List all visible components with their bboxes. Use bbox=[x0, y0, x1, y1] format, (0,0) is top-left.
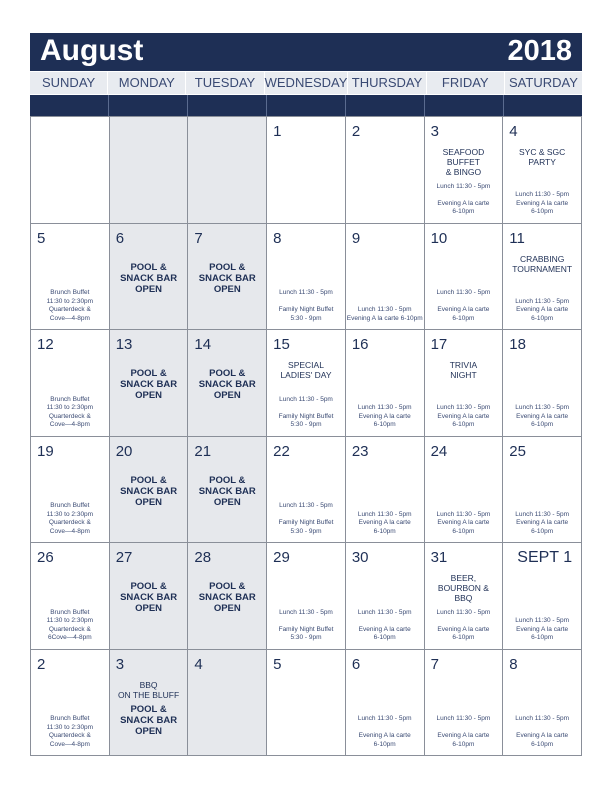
day-number: 11 bbox=[509, 229, 525, 247]
year-title: 2018 bbox=[507, 35, 572, 67]
calendar-day-cell bbox=[31, 650, 110, 757]
day-number: 12 bbox=[37, 336, 54, 353]
day-number: 9 bbox=[351, 229, 361, 247]
hours-note: Lunch 11:30 - 5pm Evening A la carte 6-10pm bbox=[436, 404, 491, 428]
calendar-day-cell bbox=[503, 224, 582, 331]
calendar-day-cell bbox=[425, 650, 504, 757]
calendar-day-cell bbox=[110, 543, 189, 650]
hours-note: Lunch 11:30 - 5pm Evening A la carte 6-10pm bbox=[436, 510, 491, 535]
calendar-day-cell bbox=[188, 117, 267, 224]
hours-note: Lunch 11:30 - 5pm Family Night Buffet 5:30 - 9pm bbox=[278, 608, 334, 641]
hours-note: Lunch 11:30 - 5pm Evening A la carte 6-10pm bbox=[346, 306, 423, 322]
event-title: TRIVIA NIGHT bbox=[449, 360, 478, 380]
pool-open-note: POOL & SNACK BAR OPEN bbox=[198, 474, 256, 508]
event-title: SPECIAL LADIES' DAY bbox=[280, 360, 332, 380]
calendar-day-cell bbox=[188, 330, 267, 437]
calendar-day-cell bbox=[346, 224, 425, 331]
day-number: 2 bbox=[37, 655, 46, 673]
day-number: 10 bbox=[430, 229, 448, 247]
calendar-day-cell bbox=[503, 543, 582, 650]
day-number: 16 bbox=[351, 336, 369, 353]
day-number: 29 bbox=[273, 549, 290, 566]
calendar-day-cell bbox=[110, 117, 189, 224]
hours-note: Brunch Buffet 11:30 to 2:30pm Quarterdeck & Cove—4-8pm bbox=[46, 715, 94, 748]
day-number: 25 bbox=[509, 442, 526, 460]
hours-note: Lunch 11:30 - 5pm Family Night Buffet 5:30 - 9pm bbox=[278, 289, 334, 322]
hours-note: Lunch 11:30 - 5pm Family Night Buffet 5:30 - 9pm bbox=[278, 395, 334, 428]
day-number: 20 bbox=[115, 442, 133, 460]
hours-note: Lunch 11:30 - 5pm Evening A la carte 6-10pm bbox=[436, 608, 491, 641]
day-number: 5 bbox=[273, 655, 282, 673]
weekday-label: SUNDAY bbox=[41, 75, 96, 90]
calendar-day-cell bbox=[31, 437, 110, 544]
hours-note: Lunch 11:30 - 5pm Evening A la carte 6-10pm bbox=[515, 715, 569, 748]
calendar-day-cell bbox=[188, 543, 267, 650]
month-banner bbox=[30, 33, 582, 71]
day-number: 8 bbox=[509, 655, 518, 673]
calendar-day-cell bbox=[267, 437, 346, 544]
hours-note: Brunch Buffet 11:30 to 2:30pm Quarterdeck & Cove—4-8pm bbox=[46, 395, 94, 428]
calendar-day-cell bbox=[31, 224, 110, 331]
calendar-day-cell bbox=[425, 330, 504, 437]
pool-open-note: POOL & SNACK BAR OPEN bbox=[198, 368, 256, 401]
hours-note: Brunch Buffet 11:30 to 2:30pm Quarterdeck & Cove—4-8pm bbox=[46, 289, 94, 322]
day-number: SEPT 1 bbox=[517, 549, 573, 566]
calendar-day-cell bbox=[425, 224, 504, 331]
day-number: 6 bbox=[115, 229, 125, 247]
day-number: 2 bbox=[351, 123, 361, 140]
pool-open-note: POOL & SNACK BAR OPEN bbox=[120, 261, 178, 295]
day-number: 26 bbox=[37, 549, 54, 566]
event-title: BEER, BOURBON & BBQ bbox=[437, 573, 489, 603]
pool-open-note: POOL & SNACK BAR OPEN bbox=[198, 581, 256, 614]
hours-note: Lunch 11:30 - 5pm Evening A la carte 6-10pm bbox=[436, 715, 491, 748]
day-number: 15 bbox=[273, 336, 290, 353]
day-number: 4 bbox=[509, 123, 518, 140]
weekday-header-row bbox=[30, 72, 582, 94]
pool-open-note: POOL & SNACK BAR OPEN bbox=[120, 368, 178, 401]
calendar-day-cell bbox=[267, 650, 346, 757]
calendar-day-cell bbox=[110, 224, 189, 331]
hours-note: Lunch 11:30 - 5pm Evening A la carte 6-10pm bbox=[515, 617, 569, 641]
day-number: 31 bbox=[430, 549, 448, 566]
calendar-day-cell bbox=[503, 650, 582, 757]
hours-note: Lunch 11:30 - 5pm Evening A la carte 6-10pm bbox=[515, 297, 569, 322]
day-number: 13 bbox=[115, 336, 133, 353]
event-title: SEAFOOD BUFFET & BINGO bbox=[442, 147, 485, 177]
day-number: 1 bbox=[273, 123, 282, 140]
day-number: 23 bbox=[351, 442, 369, 460]
pool-open-note: POOL & SNACK BAR OPEN bbox=[120, 581, 178, 614]
event-title: BBQ ON THE BLUFF bbox=[117, 679, 180, 700]
calendar-day-cell bbox=[346, 543, 425, 650]
calendar-day-cell bbox=[267, 543, 346, 650]
day-number: 5 bbox=[37, 229, 46, 247]
calendar-day-cell bbox=[425, 117, 504, 224]
calendar-grid bbox=[30, 116, 582, 756]
day-number: 3 bbox=[115, 655, 125, 673]
calendar-day-cell bbox=[267, 330, 346, 437]
day-number: 8 bbox=[273, 229, 282, 247]
event-title: CRABBING TOURNAMENT bbox=[512, 253, 573, 274]
calendar-day-cell bbox=[188, 224, 267, 331]
hours-note: Lunch 11:30 - 5pm Family Night Buffet 5:30 - 9pm bbox=[278, 502, 334, 535]
hours-note: Lunch 11:30 - 5pm Evening A la carte 6-10pm bbox=[357, 404, 412, 428]
pool-open-note: POOL & SNACK BAR OPEN bbox=[120, 474, 178, 508]
hours-note: Brunch Buffet 11:30 to 2:30pm Quarterdeck & Cove—4-8pm bbox=[46, 502, 94, 535]
hours-note: Lunch 11:30 - 5pm Evening A la carte 6-10pm bbox=[515, 404, 569, 428]
day-number: 7 bbox=[194, 229, 203, 247]
day-number: 27 bbox=[115, 549, 133, 566]
day-number: 3 bbox=[430, 123, 439, 140]
weekday-label: THURSDAY bbox=[347, 72, 425, 94]
day-number: 18 bbox=[509, 336, 526, 353]
hours-note: Lunch 11:30 - 5pm Evening A la carte 6-10pm bbox=[357, 510, 412, 535]
day-number: 21 bbox=[194, 442, 212, 460]
calendar-day-cell bbox=[110, 437, 189, 544]
weekday-label: SATURDAY bbox=[504, 72, 582, 94]
day-number: 4 bbox=[194, 655, 203, 673]
calendar-day-cell bbox=[31, 117, 110, 224]
weekday-label: WEDNESDAY bbox=[264, 72, 348, 94]
hours-note: Lunch 11:30 - 5pm Evening A la carte 6-10pm bbox=[515, 191, 569, 215]
calendar-day-cell bbox=[110, 650, 189, 757]
calendar-day-cell bbox=[503, 330, 582, 437]
hours-note: Lunch 11:30 - 5pm Evening A la carte 6-10pm bbox=[357, 715, 412, 748]
day-number: 6 bbox=[351, 655, 361, 673]
calendar-day-cell bbox=[267, 224, 346, 331]
day-number: 17 bbox=[430, 336, 448, 353]
weekday-label: FRIDAY bbox=[426, 72, 504, 94]
event-title: SYC & SGC PARTY bbox=[518, 147, 566, 167]
hours-note: Lunch 11:30 - 5pm Evening A la carte 6-10pm bbox=[436, 289, 491, 322]
calendar-day-cell bbox=[267, 117, 346, 224]
day-number: 22 bbox=[273, 442, 290, 460]
day-number: 7 bbox=[430, 655, 439, 673]
calendar-day-cell bbox=[31, 330, 110, 437]
calendar-day-cell bbox=[346, 117, 425, 224]
hours-note: Lunch 11:30 - 5pm Evening A la carte 6-10pm bbox=[436, 182, 491, 215]
hours-note: Lunch 11:30 - 5pm Evening A la carte 6-10pm bbox=[515, 510, 569, 535]
weekday-label: TUESDAY bbox=[185, 72, 263, 94]
calendar-day-cell bbox=[188, 437, 267, 544]
calendar-day-cell bbox=[425, 437, 504, 544]
month-title: August bbox=[40, 34, 144, 67]
day-number: 19 bbox=[37, 442, 54, 460]
hours-note: Lunch 11:30 - 5pm Evening A la carte 6-10pm bbox=[357, 608, 412, 641]
hours-note: Brunch Buffet 11:30 to 2:30pm Quarterdeck & 6Cove—4-8pm bbox=[46, 608, 94, 641]
weekday-label: MONDAY bbox=[107, 72, 185, 94]
day-number: 14 bbox=[194, 336, 212, 353]
calendar-day-cell bbox=[346, 437, 425, 544]
calendar-day-cell bbox=[346, 650, 425, 757]
calendar-day-cell bbox=[346, 330, 425, 437]
calendar-day-cell bbox=[503, 117, 582, 224]
day-number: 30 bbox=[351, 549, 369, 566]
pool-open-note: POOL & SNACK BAR OPEN bbox=[198, 261, 256, 295]
day-number: 24 bbox=[430, 442, 448, 460]
calendar-day-cell bbox=[31, 543, 110, 650]
day-number: 28 bbox=[194, 549, 212, 566]
calendar-day-cell bbox=[425, 543, 504, 650]
calendar-day-cell bbox=[110, 330, 189, 437]
calendar-day-cell bbox=[188, 650, 267, 757]
pool-open-note: POOL & SNACK BAR OPEN bbox=[120, 703, 178, 737]
calendar-day-cell bbox=[503, 437, 582, 544]
header-divider-bar bbox=[30, 95, 582, 116]
